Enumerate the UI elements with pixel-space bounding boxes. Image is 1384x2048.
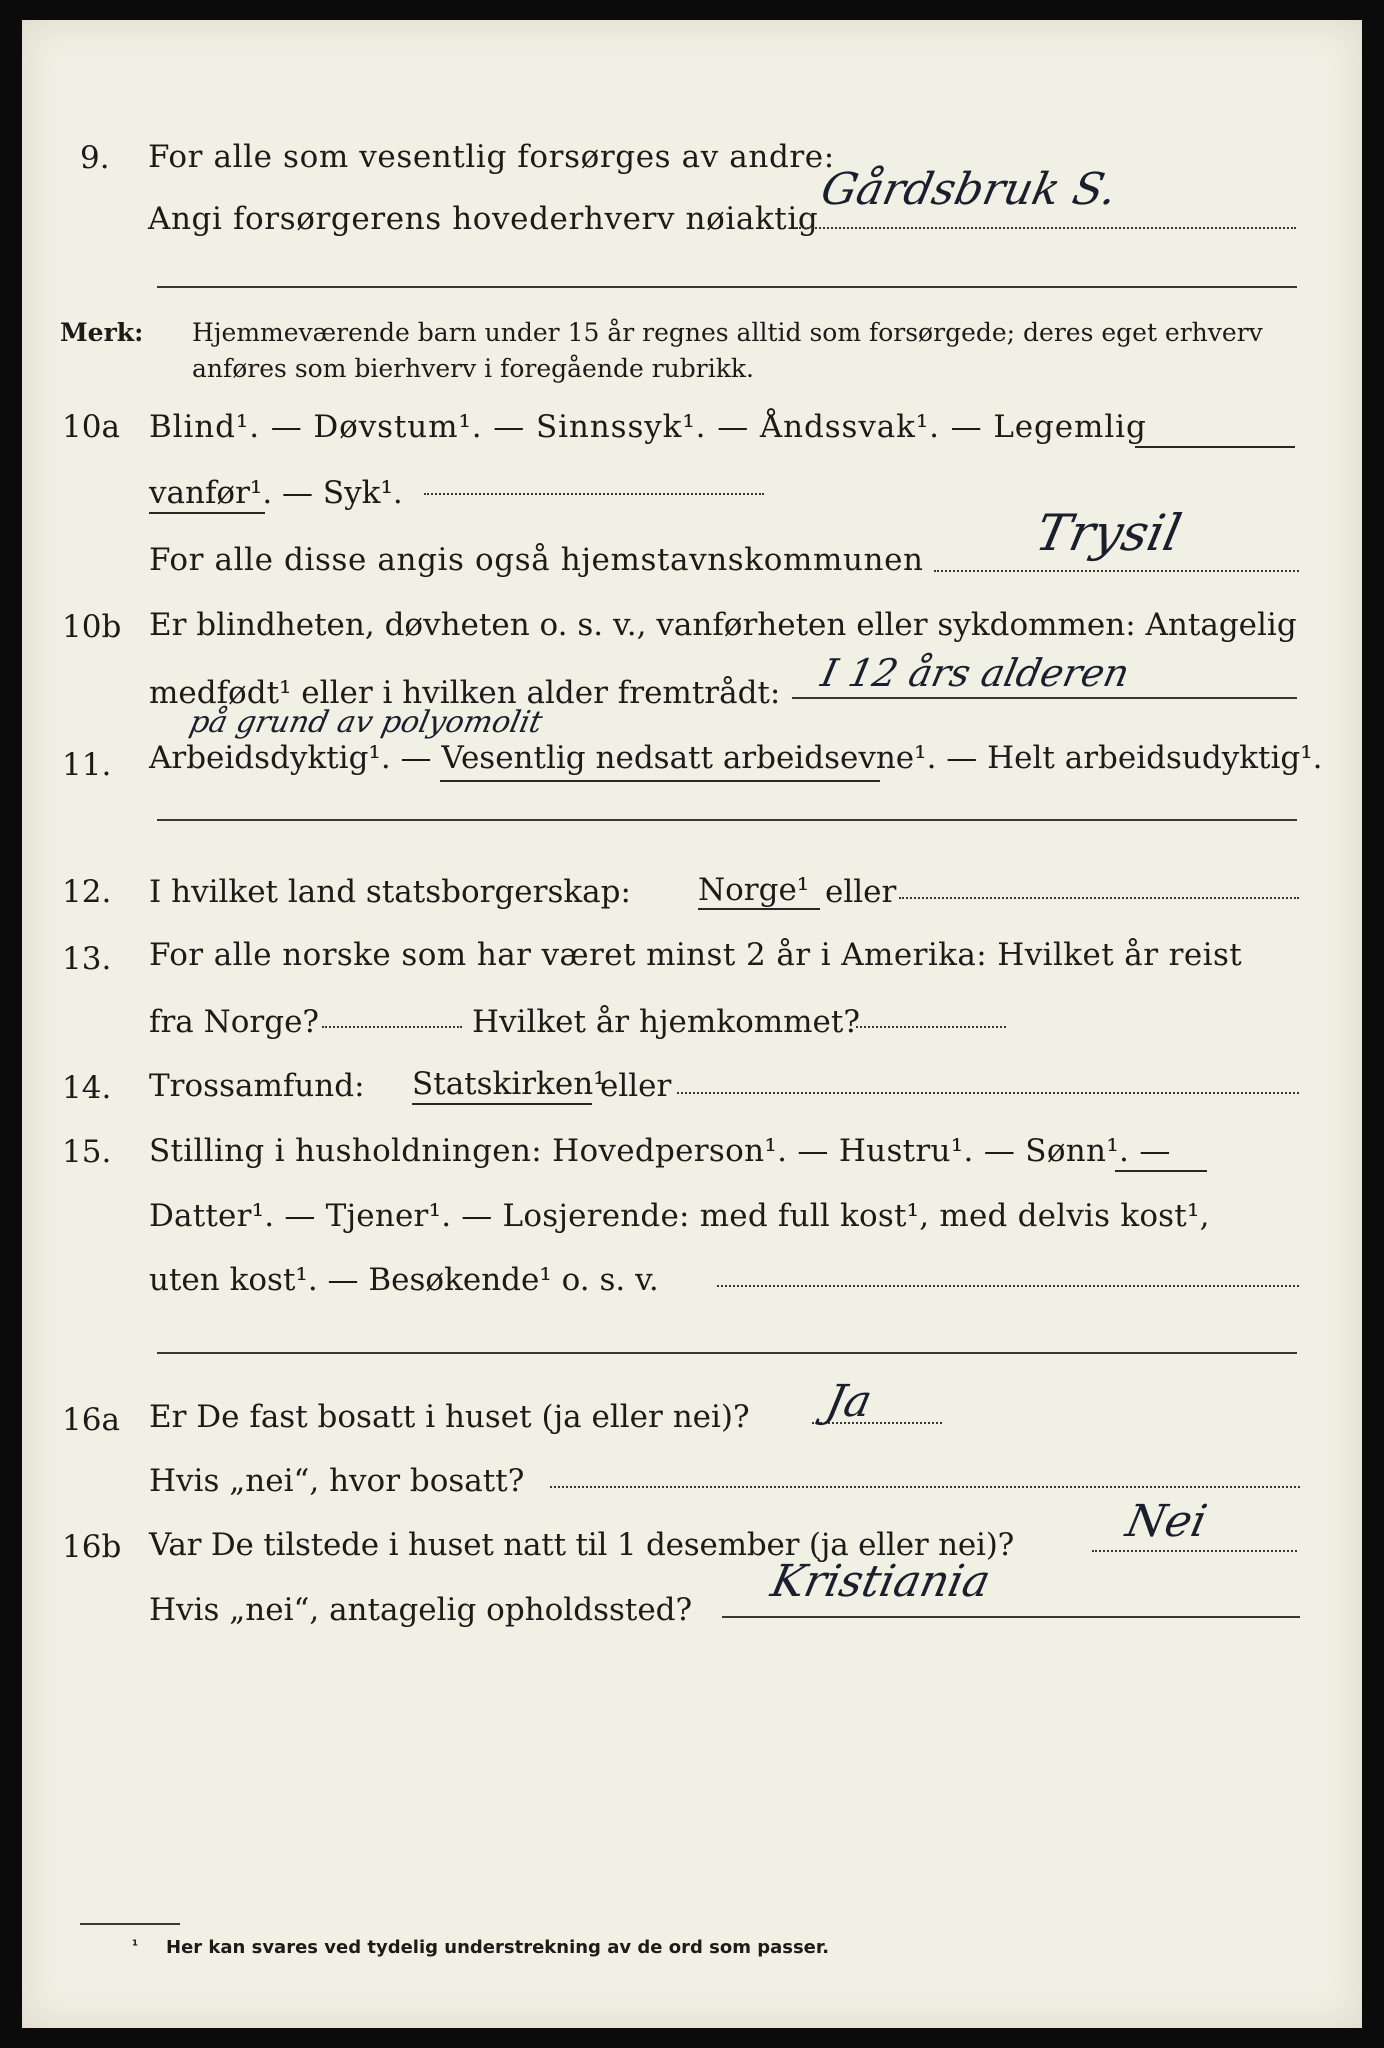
q10a-syk-line xyxy=(424,493,764,495)
q15-extra-line xyxy=(157,1352,1297,1354)
q11-number: 11. xyxy=(62,747,112,783)
q13-line2a: fra Norge? xyxy=(149,1004,320,1040)
q16a-line2: Hvis „nei“, hvor bosatt? xyxy=(149,1463,525,1499)
q16a-line1: Er De fast bosatt i huset (ja eller nei)? xyxy=(149,1399,750,1435)
q9-line1: For alle som vesentlig forsørges av andre: xyxy=(148,139,835,175)
q10b-answer-line xyxy=(792,697,1297,699)
q13-line1: For alle norske som har været minst 2 år i Amerika: Hvilket år reist xyxy=(149,937,1243,973)
merk-line2: anføres som bierhverv i foregående rubrikk. xyxy=(192,354,754,383)
merk-line1: Hjemmeværende barn under 15 år regnes alltid som forsørgede; deres eget erhverv xyxy=(192,318,1263,347)
q10a-line1: Blind¹. — Døvstum¹. — Sinnssyk¹. — Åndssvak¹. — Legemlig xyxy=(149,409,1147,445)
q12-number: 12. xyxy=(62,874,112,910)
q16a-number: 16a xyxy=(62,1402,120,1438)
q11-line1: Arbeidsdyktig¹. — Vesentlig nedsatt arbeidsevne¹. — Helt arbeidsudyktig¹. xyxy=(149,740,1323,776)
q16b-answer-line xyxy=(1092,1550,1297,1552)
q12-eller: eller xyxy=(825,874,897,910)
q16b-answer-handwriting-1: Nei xyxy=(1121,1496,1212,1547)
sonn-underline xyxy=(1115,1170,1207,1172)
q10b-answer-handwriting-1: I 12 års alderen xyxy=(817,651,1134,695)
q12-answer-line xyxy=(899,897,1299,899)
q10a-number: 10a xyxy=(62,409,120,445)
q10b-line1: Er blindheten, døvheten o. s. v., vanførheten eller sykdommen: Antagelig xyxy=(149,607,1297,643)
q13-number: 13. xyxy=(62,941,112,977)
q13-reist-line xyxy=(322,1026,462,1028)
q14-answer-line xyxy=(677,1092,1299,1094)
q9-answer-handwriting: Gårdsbruk S. xyxy=(816,164,1122,215)
q16a-answer-handwriting: Ja xyxy=(821,1376,877,1427)
q16b-line1: Var De tilstede i huset natt til 1 desember (ja eller nei)? xyxy=(149,1527,1015,1563)
q14-number: 14. xyxy=(62,1070,112,1106)
q16a-bosatt-line xyxy=(550,1486,1300,1488)
q14-eller: eller xyxy=(600,1068,672,1104)
q15-number: 15. xyxy=(62,1134,112,1170)
q14-label: Trossamfund: xyxy=(149,1068,365,1104)
q10a-line3: For alle disse angis også hjemstavnskommunen xyxy=(149,542,924,578)
q9-number: 9. xyxy=(80,140,110,176)
q9-line2: Angi forsørgerens hovederhverv nøiaktig xyxy=(148,201,819,237)
q15-line1: Stilling i husholdningen: Hovedperson¹. — Hustru¹. — Sønn¹. — xyxy=(149,1133,1171,1169)
q16b-line2: Hvis „nei“, antagelig opholdssted? xyxy=(149,1592,693,1628)
q9-answer-line xyxy=(796,227,1296,229)
q12-line1: I hvilket land statsborgerskap: xyxy=(149,874,631,910)
q10a-answer-handwriting: Trysil xyxy=(1030,504,1187,562)
legemlig-underline xyxy=(1135,446,1295,448)
q16b-answer-handwriting-2: Kristiania xyxy=(766,1556,995,1607)
vanfor-underline xyxy=(149,512,265,514)
census-form-page xyxy=(22,20,1362,2028)
q13-line2b: Hvilket år hjemkommet? xyxy=(472,1004,860,1040)
q9-extra-line xyxy=(157,286,1297,288)
q11-extra-line xyxy=(157,819,1297,821)
q10b-number: 10b xyxy=(62,609,122,645)
nedsatt-arbeidsevne-underline xyxy=(440,780,880,782)
q13-hjemkommet-line xyxy=(856,1026,1006,1028)
q12-norge: Norge¹ xyxy=(698,872,810,908)
q10a-answer-line xyxy=(934,570,1299,572)
merk-label: Merk: xyxy=(60,318,144,347)
footnote-text: Her kan svares ved tydelig understrekning av de ord som passer. xyxy=(166,1937,830,1958)
q14-statskirken: Statskirken¹ xyxy=(412,1066,606,1102)
q15-answer-line xyxy=(717,1285,1299,1287)
q16b-opholdssted-line xyxy=(722,1616,1300,1618)
norge-underline xyxy=(698,908,820,910)
footnote-mark: ¹ xyxy=(132,1938,139,1954)
q10b-line2: medfødt¹ eller i hvilken alder fremtrådt: xyxy=(149,675,781,711)
footnote-rule xyxy=(80,1923,180,1925)
statskirken-underline xyxy=(412,1103,592,1105)
q10b-answer-handwriting-2: på grund av polyomolit xyxy=(186,705,546,740)
q16b-number: 16b xyxy=(62,1529,122,1565)
q10a-line2: vanfør¹. — Syk¹. xyxy=(149,475,403,511)
q15-line3: uten kost¹. — Besøkende¹ o. s. v. xyxy=(149,1262,659,1298)
q15-line2: Datter¹. — Tjener¹. — Losjerende: med full kost¹, med delvis kost¹, xyxy=(149,1198,1210,1234)
